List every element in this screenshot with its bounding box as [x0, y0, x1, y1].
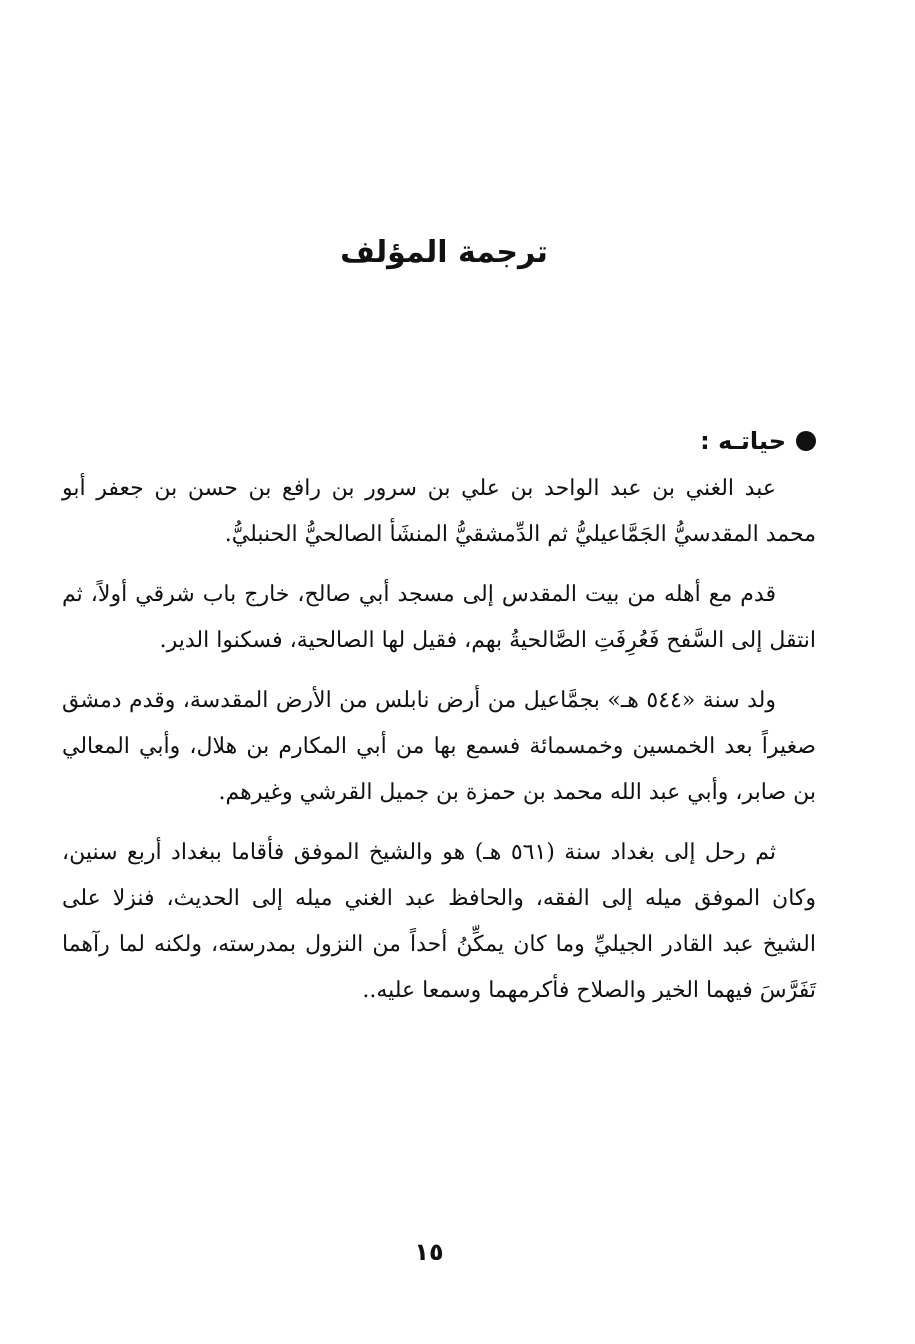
section-heading-label: حياتـه :: [700, 427, 786, 455]
page-number: ١٥: [414, 1238, 444, 1266]
page-title: ترجمة المؤلف: [340, 235, 548, 270]
bullet-icon: [796, 431, 816, 451]
paragraph-name-lineage: عبد الغني بن عبد الواحد بن علي بن سرور بن رافع بن حسن بن جعفر أبو محمد المقدسيُّ الجَمَّاعيليُّ ثم الدِّمشقيُّ المنشَأ الصالحيُّ الحنبليُّ.: [62, 476, 816, 547]
body-text: [62, 418, 816, 1014]
paragraph-birth: ولد سنة «٥٤٤ هـ» بجمَّاعيل من أرض نابلس من الأرض المقدسة، وقدم دمشق صغيراً بعد الخمسين وخمسمائة فسمع بها من أبي المكارم بن هلال، وأبي المعالي بن صابر، وأبي عبد الله محمد بن حمزة بن جميل القرشي وغيرهم.: [62, 688, 816, 805]
paragraph-baghdad: ثم رحل إلى بغداد سنة (٥٦١ هـ) هو والشيخ الموفق فأقاما ببغداد أربع سنين، وكان الموفق ميله إلى الفقه، والحافظ عبد الغني ميله إلى الحديث، فنزلا على الشيخ عبد القادر الجيليِّ وما كان يمكِّنُ أحداً من النزول بمدرسته، ولكنه لما رآهما تَفَرَّسَ فيهما الخير والصلاح فأكرمهما وسمعا عليه..: [62, 840, 816, 1003]
section-heading: [62, 418, 816, 464]
paragraph-settlement: قدم مع أهله من بيت المقدس إلى مسجد أبي صالح، خارج باب شرقي أولاً، ثم انتقل إلى السَّفح فَعُرِفَتِ الصَّالحيةُ بهم، فقيل لها الصالحية، فسكنوا الدير.: [62, 582, 816, 653]
